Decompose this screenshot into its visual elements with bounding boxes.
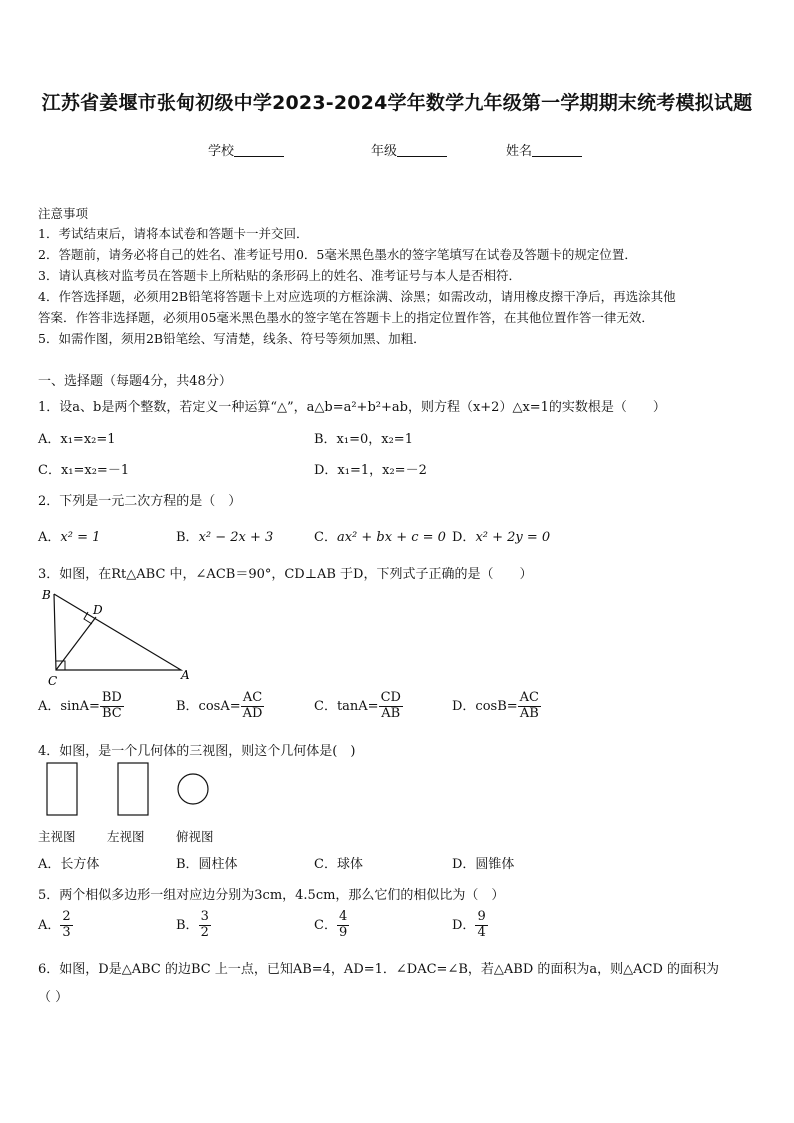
view-caption-front: 主视图 — [38, 829, 76, 844]
name-blank — [532, 143, 582, 157]
three-views-figure — [38, 760, 228, 822]
numerator: 2 — [62, 909, 71, 924]
q2-option-c — [314, 526, 446, 545]
denominator: AB — [519, 705, 539, 721]
q2-option-d-letter: D． — [452, 530, 476, 545]
denominator: 2 — [200, 924, 209, 940]
note-item: 4．作答选择题，必须用2B铅笔将答题卡上对应选项的方框涂满、涂黑；如需改动，请用橡皮擦干净后，再选涂其他 — [38, 289, 676, 304]
note-item: 5．如需作图，须用2B铅笔绘、写清楚，线条、符号等须加黑、加粗． — [38, 331, 426, 346]
view-caption-top: 俯视图 — [176, 829, 214, 844]
q4-option-b: B．圆柱体 — [176, 857, 238, 872]
grade-blank — [397, 143, 447, 157]
q1-option-d: D．x₁=1，x₂=－2 — [314, 463, 427, 478]
q5-option-c — [314, 910, 349, 941]
q5-option-b — [176, 910, 211, 941]
numerator: BD — [101, 690, 122, 705]
q2-option-d — [452, 526, 550, 545]
q3-option-b-label: B．cosA= — [176, 698, 241, 714]
q4-option-a: A．长方体 — [38, 857, 100, 872]
label-b: B — [42, 588, 51, 602]
q3-option-d — [452, 691, 541, 722]
q2-option-a-letter: A． — [38, 530, 61, 545]
question-6-answer-blank: （ ） — [38, 990, 69, 1005]
label-c: C — [48, 674, 58, 688]
denominator: 9 — [338, 924, 348, 940]
q2-option-c-expr: ax² + bx + c = 0 — [336, 530, 446, 545]
note-item: 答案．作答非选择题，必须用05毫米黑色墨水的签字笔在答题卡上的指定位置作答，在其他位置作答一律无效． — [38, 310, 654, 325]
q1-option-c: C．x₁=x₂=－1 — [38, 463, 130, 478]
q2-option-b-letter: B． — [176, 530, 199, 545]
page-title: 江苏省姜堰市张甸初级中学2023-2024学年数学九年级第一学期期末统考模拟试题 — [41, 92, 753, 114]
label-a: A — [181, 668, 190, 682]
question-1: 1．设a、b是两个整数，若定义一种运算“△”，a△b=a²+b²+ab，则方程（x+2）△x=1的实数根是（ ） — [38, 400, 666, 415]
numerator: CD — [380, 690, 401, 705]
question-6: 6．如图，D是△ABC 的边BC 上一点，已知AB=4，AD=1．∠DAC=∠B，若△ABD 的面积为a，则△ACD 的面积为 — [38, 962, 720, 977]
q2-option-a-expr: x² = 1 — [60, 530, 101, 545]
grade-label: 年级 — [371, 144, 398, 159]
q5-option-d-label: D． — [452, 917, 476, 933]
name-field — [506, 140, 582, 159]
numerator: 3 — [200, 909, 209, 924]
q3-option-c — [314, 691, 403, 722]
triangle-figure — [36, 584, 196, 690]
numerator: 9 — [477, 909, 486, 924]
q2-option-b — [176, 526, 273, 545]
school-blank — [234, 143, 284, 157]
q3-option-b-fraction — [241, 691, 265, 722]
q5-option-d-fraction — [475, 910, 487, 941]
q3-option-d-label: D．cosB= — [452, 698, 518, 714]
q1-option-b: B．x₁=0，x₂=1 — [314, 432, 413, 447]
question-2: 2．下列是一元二次方程的是（ ） — [38, 494, 242, 509]
front-view-rect — [47, 763, 77, 815]
q3-option-b — [176, 691, 264, 722]
question-3: 3．如图，在Rt△ABC 中，∠ACB＝90°，CD⊥AB 于D，下列式子正确的是（ ） — [38, 567, 533, 582]
denominator: AD — [242, 705, 263, 721]
q2-option-d-expr: x² + 2y = 0 — [475, 530, 551, 545]
denominator: 4 — [477, 924, 486, 940]
denominator: AB — [381, 705, 401, 721]
q3-option-a-label: A．sinA= — [38, 698, 100, 714]
q2-option-b-expr: x² − 2x + 3 — [198, 530, 274, 545]
q5-option-a-fraction — [60, 910, 72, 941]
q5-option-c-fraction — [337, 910, 349, 941]
denominator: BC — [101, 705, 122, 721]
q5-option-d — [452, 910, 488, 941]
q2-option-a — [38, 526, 100, 545]
q5-option-a — [38, 910, 73, 941]
q1-option-a: A．x₁=x₂=1 — [38, 432, 116, 447]
section-heading: 一、选择题（每题4分，共48分） — [38, 374, 232, 389]
view-caption-side: 左视图 — [107, 829, 145, 844]
q3-option-c-fraction — [379, 691, 403, 722]
q5-option-b-label: B． — [176, 917, 199, 933]
question-5: 5．两个相似多边形一组对应边分别为3cm，4.5cm，那么它们的相似比为（ ） — [38, 888, 505, 903]
notes-heading: 注意事项 — [38, 206, 89, 221]
school-label: 学校 — [208, 144, 235, 159]
q5-option-a-label: A． — [38, 917, 61, 933]
q3-option-c-label: C．tanA= — [314, 698, 379, 714]
note-item: 1．考试结束后，请将本试卷和答题卡一并交回． — [38, 226, 309, 241]
label-d: D — [93, 603, 103, 617]
q4-option-c: C．球体 — [314, 857, 363, 872]
triangle-abc — [54, 594, 181, 670]
question-4: 4．如图，是一个几何体的三视图，则这个几何体是( ) — [38, 744, 356, 759]
note-item: 3．请认真核对监考员在答题卡上所粘贴的条形码上的姓名、准考证号与本人是否相符． — [38, 268, 521, 283]
name-label: 姓名 — [506, 144, 533, 159]
denominator: 3 — [62, 924, 71, 940]
school-field — [208, 140, 284, 159]
q3-option-d-fraction — [518, 691, 541, 722]
q5-option-c-label: C． — [314, 917, 337, 933]
numerator: AC — [519, 690, 539, 705]
grade-field — [371, 140, 447, 159]
q5-option-b-fraction — [199, 910, 211, 941]
numerator: 4 — [338, 909, 348, 924]
side-view-rect — [118, 763, 148, 815]
altitude-cd — [56, 617, 96, 670]
note-item: 2．答题前，请务必将自己的姓名、准考证号用0．5毫米黑色墨水的签字笔填写在试卷及答题卡的规定位置． — [38, 247, 637, 262]
numerator: AC — [241, 691, 265, 707]
q3-option-a-fraction — [100, 691, 124, 722]
top-view-circle — [178, 774, 208, 804]
q3-option-a — [38, 691, 124, 722]
q2-option-c-letter: C． — [314, 530, 337, 545]
q4-option-d: D．圆锥体 — [452, 857, 515, 872]
